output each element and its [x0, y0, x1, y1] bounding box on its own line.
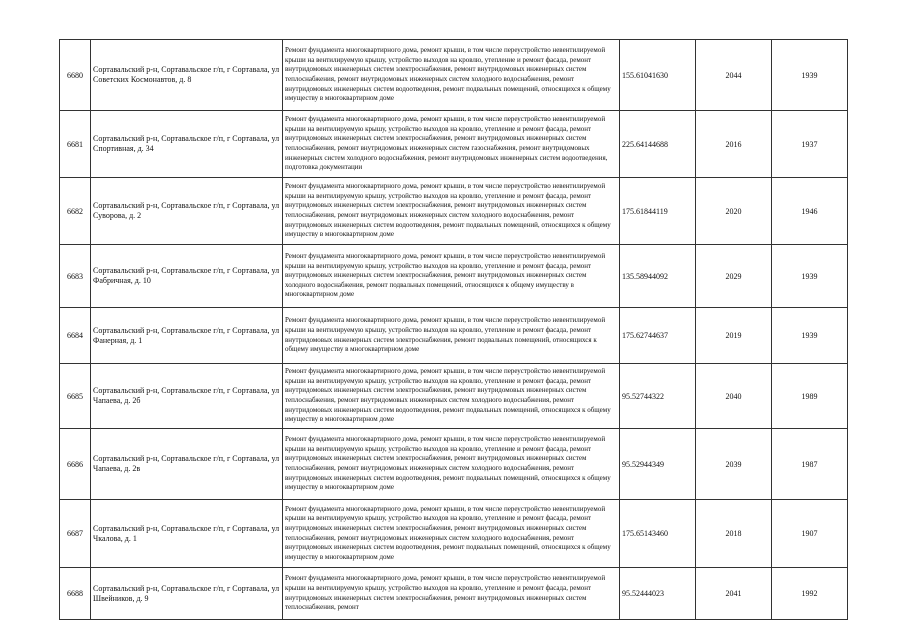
planned-year-cell: 2020	[696, 178, 772, 245]
area-cell: 95.52444023	[620, 568, 696, 620]
row-number: 6686	[60, 429, 91, 500]
address-cell: Сортавальский р-н, Сортавальское г/п, г Сортавала, ул Чапаева, д. 2в	[91, 429, 283, 500]
area-cell: 95.52944349	[620, 429, 696, 500]
built-year-cell: 1937	[772, 111, 848, 178]
area-cell: 175.61844119	[620, 178, 696, 245]
works-cell: Ремонт фундамента многоквартирного дома, ремонт крыши, в том числе переустройство невентилируемой крыши на вентилируемую крышу, устройство выходов на кровлю, утепление и ремонт фасада, ремонт внутридомовых инженерных систем электроснабжения, ремонт внутридомовых инженерных систем холодного водоснабжения, ремонт подвальных помещений, относящихся к общему имуществу в многоквартирном доме	[283, 245, 620, 308]
planned-year-cell: 2019	[696, 308, 772, 364]
address-cell: Сортавальский р-н, Сортавальское г/п, г Сортавала, ул Спортивная, д. 34	[91, 111, 283, 178]
row-number: 6681	[60, 111, 91, 178]
address-cell: Сортавальский р-н, Сортавальское г/п, г Сортавала, ул Фабричная, д. 10	[91, 245, 283, 308]
area-cell: 225.64144688	[620, 111, 696, 178]
built-year-cell: 1939	[772, 245, 848, 308]
row-number: 6687	[60, 500, 91, 568]
works-cell: Ремонт фундамента многоквартирного дома, ремонт крыши, в том числе переустройство невентилируемой крыши на вентилируемую крышу, устройство выходов на кровлю, утепление и ремонт фасада, ремонт внутридомовых инженерных систем электроснабжения, ремонт внутридомовых инженерных систем теплоснабжения, ремонт внутридомовых инженерных систем холодного водоснабжения, ремонт внутридомовых инженерных систем водоотведения, ремонт подвальных помещений, относящихся к общему имуществу в многоквартирном доме	[283, 364, 620, 429]
planned-year-cell: 2044	[696, 40, 772, 111]
built-year-cell: 1907	[772, 500, 848, 568]
table-row	[60, 500, 848, 568]
table-row	[60, 178, 848, 245]
repair-schedule-table	[59, 39, 848, 620]
address-cell: Сортавальский р-н, Сортавальское г/п, г Сортавала, ул Суворова, д. 2	[91, 178, 283, 245]
address-cell: Сортавальский р-н, Сортавальское г/п, г Сортавала, ул Советских Космонавтов, д. 8	[91, 40, 283, 111]
table-row	[60, 40, 848, 111]
works-cell: Ремонт фундамента многоквартирного дома, ремонт крыши, в том числе переустройство невентилируемой крыши на вентилируемую крышу, устройство выходов на кровлю, утепление и ремонт фасада, ремонт внутридомовых инженерных систем электроснабжения, ремонт внутридомовых инженерных систем теплоснабжения, ремонт внутридомовых инженерных систем холодного водоснабжения, ремонт внутридомовых инженерных систем водоотведения, ремонт подвальных помещений, относящихся к общему имуществу в многоквартирном доме	[283, 178, 620, 245]
works-cell: Ремонт фундамента многоквартирного дома, ремонт крыши, в том числе переустройство невентилируемой крыши на вентилируемую крышу, устройство выходов на кровлю, утепление и ремонт фасада, ремонт внутридомовых инженерных систем электроснабжения, ремонт внутридомовых инженерных систем теплоснабжения, ремонт внутридомовых инженерных систем газоснабжения, ремонт внутридомовых инженерных систем холодного водоснабжения, ремонт внутридомовых инженерных систем водоотведения, подготовка документации	[283, 111, 620, 178]
works-cell: Ремонт фундамента многоквартирного дома, ремонт крыши, в том числе переустройство невентилируемой крыши на вентилируемую крышу, устройство выходов на кровлю, утепление и ремонт фасада, ремонт внутридомовых инженерных систем электроснабжения, ремонт подвальных помещений, относящихся к общему имуществу в многоквартирном доме	[283, 308, 620, 364]
planned-year-cell: 2039	[696, 429, 772, 500]
planned-year-cell: 2041	[696, 568, 772, 620]
area-cell: 95.52744322	[620, 364, 696, 429]
area-cell: 155.61041630	[620, 40, 696, 111]
planned-year-cell: 2040	[696, 364, 772, 429]
row-number: 6685	[60, 364, 91, 429]
table-row	[60, 429, 848, 500]
built-year-cell: 1989	[772, 364, 848, 429]
area-cell: 175.65143460	[620, 500, 696, 568]
table-row	[60, 245, 848, 308]
row-number: 6680	[60, 40, 91, 111]
area-cell: 135.58944092	[620, 245, 696, 308]
planned-year-cell: 2029	[696, 245, 772, 308]
table-row	[60, 364, 848, 429]
address-cell: Сортавальский р-н, Сортавальское г/п, г Сортавала, ул Швейников, д. 9	[91, 568, 283, 620]
planned-year-cell: 2018	[696, 500, 772, 568]
planned-year-cell: 2016	[696, 111, 772, 178]
area-cell: 175.62744637	[620, 308, 696, 364]
address-cell: Сортавальский р-н, Сортавальское г/п, г Сортавала, ул Чкалова, д. 1	[91, 500, 283, 568]
address-cell: Сортавальский р-н, Сортавальское г/п, г Сортавала, ул Чапаева, д. 2б	[91, 364, 283, 429]
row-number: 6688	[60, 568, 91, 620]
works-cell: Ремонт фундамента многоквартирного дома, ремонт крыши, в том числе переустройство невентилируемой крыши на вентилируемую крышу, устройство выходов на кровлю, утепление и ремонт фасада, ремонт внутридомовых инженерных систем электроснабжения, ремонт внутридомовых инженерных систем теплоснабжения, ремонт внутридомовых инженерных систем холодного водоснабжения, ремонт внутридомовых инженерных систем водоотведения, ремонт подвальных помещений, относящихся к общему имуществу в многоквартирном доме	[283, 40, 620, 111]
works-cell: Ремонт фундамента многоквартирного дома, ремонт крыши, в том числе переустройство невентилируемой крыши на вентилируемую крышу, устройство выходов на кровлю, утепление и ремонт фасада, ремонт внутридомовых инженерных систем электроснабжения, ремонт внутридомовых инженерных систем теплоснабжения, ремонт внутридомовых инженерных систем холодного водоснабжения, ремонт внутридомовых инженерных систем водоотведения, ремонт подвальных помещений, относящихся к общему имуществу в многоквартирном доме	[283, 429, 620, 500]
row-number: 6683	[60, 245, 91, 308]
built-year-cell: 1939	[772, 308, 848, 364]
built-year-cell: 1992	[772, 568, 848, 620]
built-year-cell: 1939	[772, 40, 848, 111]
table-row	[60, 308, 848, 364]
built-year-cell: 1987	[772, 429, 848, 500]
row-number: 6682	[60, 178, 91, 245]
table-row	[60, 111, 848, 178]
built-year-cell: 1946	[772, 178, 848, 245]
table-row	[60, 568, 848, 620]
row-number: 6684	[60, 308, 91, 364]
address-cell: Сортавальский р-н, Сортавальское г/п, г Сортавала, ул Фанерная, д. 1	[91, 308, 283, 364]
works-cell: Ремонт фундамента многоквартирного дома, ремонт крыши, в том числе переустройство невентилируемой крыши на вентилируемую крышу, устройство выходов на кровлю, утепление и ремонт фасада, ремонт внутридомовых инженерных систем электроснабжения, ремонт внутридомовых инженерных систем теплоснабжения, ремонт внутридомовых инженерных систем холодного водоснабжения, ремонт внутридомовых инженерных систем водоотведения, ремонт подвальных помещений, относящихся к общему имуществу в многоквартирном доме	[283, 500, 620, 568]
works-cell: Ремонт фундамента многоквартирного дома, ремонт крыши, в том числе переустройство невентилируемой крыши на вентилируемую крышу, устройство выходов на кровлю, утепление и ремонт фасада, ремонт внутридомовых инженерных систем электроснабжения, ремонт внутридомовых инженерных систем теплоснабжения, ремонт	[283, 568, 620, 620]
